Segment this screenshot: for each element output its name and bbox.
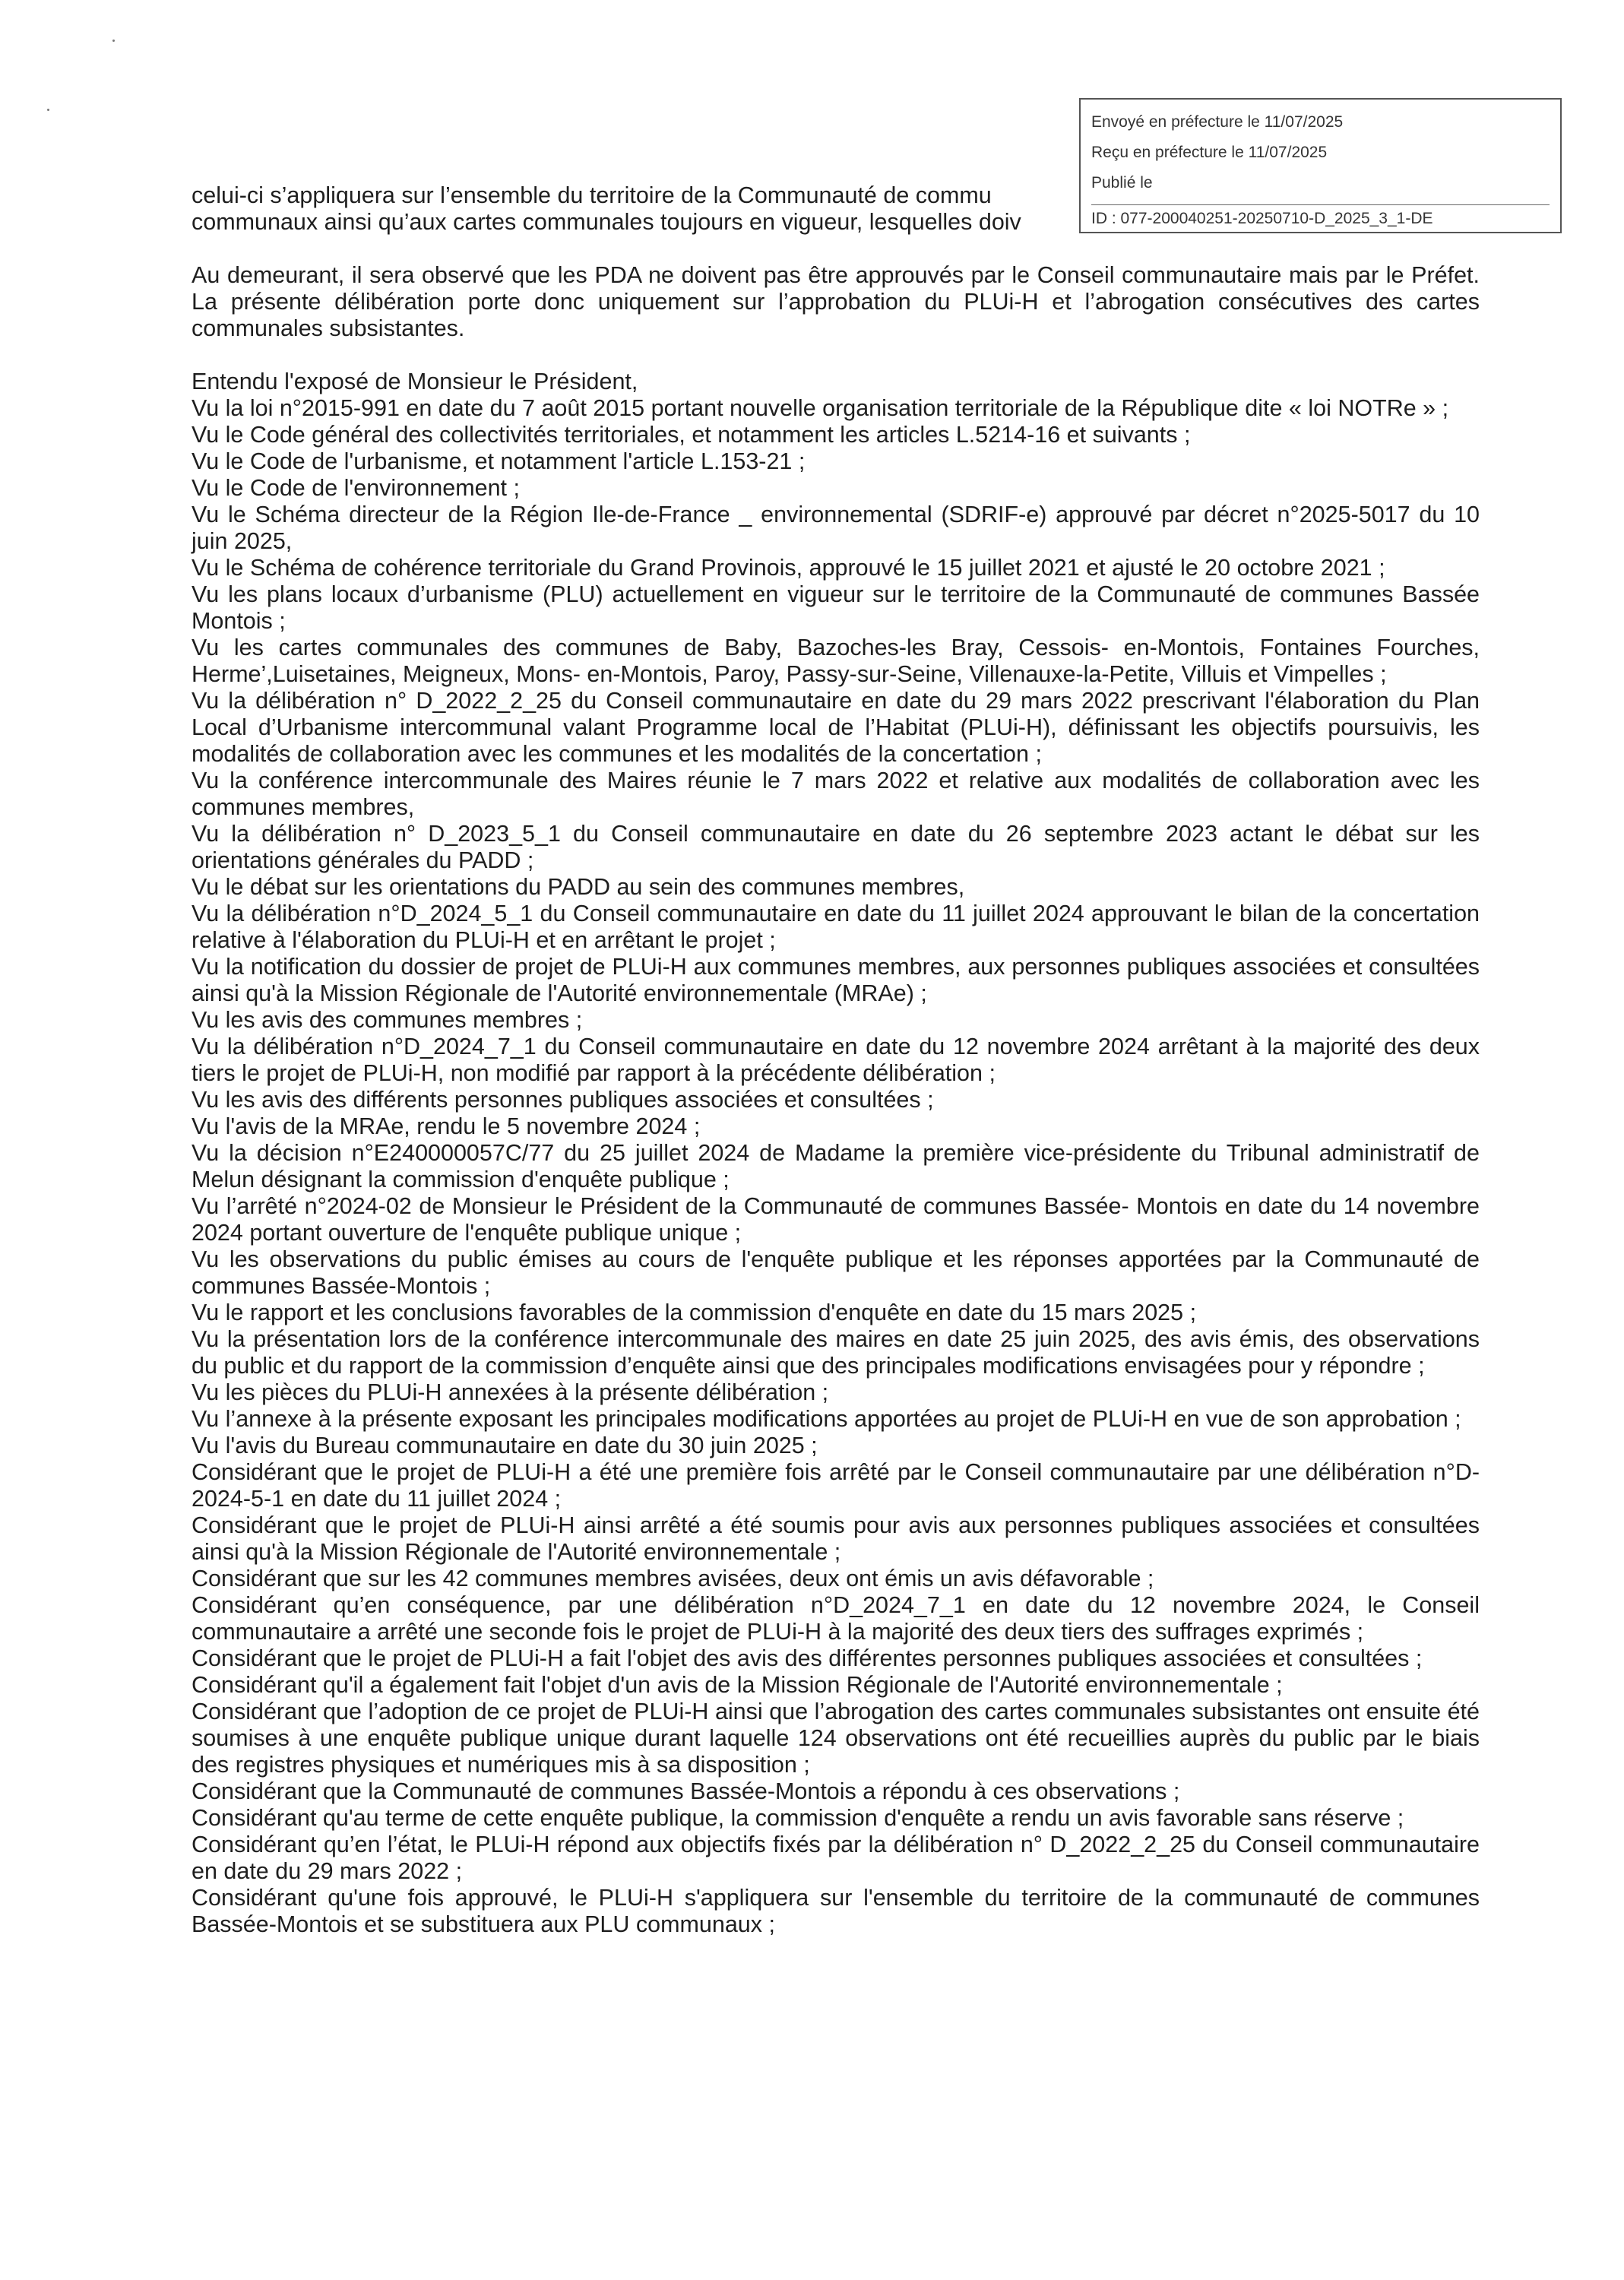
visa-item: Vu les avis des communes membres ; <box>192 1007 583 1033</box>
intro-line-2: communaux ainsi qu’aux cartes communales toujours en vigueur, lesquelles doiv <box>192 209 1021 235</box>
considerant-item: Considérant que la Communauté de communes Bassée-Montois a répondu à ces observations ; <box>192 1778 1180 1804</box>
visa-item: Vu les cartes communales des communes de Baby, Bazoches-les Bray, Cessois- en-Montois, Fontaines Fourches, Herme’,Luisetaines, Meigneux, Mons- en-Montois, Paroy, Passy-sur-Seine, Villenauxe-la-Petite, Villuis et Vimpelles ; <box>192 635 1480 687</box>
visa-item: Vu le rapport et les conclusions favorables de la commission d'enquête en date du 15 mars 2025 ; <box>192 1300 1197 1325</box>
preamble-line: Entendu l'exposé de Monsieur le Président, <box>192 369 638 394</box>
visa-item: Vu les observations du public émises au cours de l'enquête publique et les réponses apportées par la Communauté de communes Bassée-Montois ; <box>192 1246 1480 1299</box>
visa-item: Vu la délibération n°D_2024_5_1 du Conseil communautaire en date du 11 juillet 2024 approuvant le bilan de la concertation relative à l'élaboration du PLUi-H et en arrêtant le projet ; <box>192 901 1480 953</box>
considerant-item: Considérant que le projet de PLUi-H a fait l'objet des avis des différentes personnes publiques associées et consultées ; <box>192 1645 1423 1671</box>
visa-item: Vu la conférence intercommunale des Maires réunie le 7 mars 2022 et relative aux modalités de collaboration avec les communes membres, <box>192 768 1480 820</box>
scan-speck <box>112 40 115 42</box>
stamp-id: ID : 077-200040251-20250710-D_2025_3_1-DE <box>1091 204 1550 233</box>
scan-speck <box>47 109 49 111</box>
visa-item: Vu la délibération n° D_2023_5_1 du Conseil communautaire en date du 26 septembre 2023 actant le débat sur les orientations générales du PADD ; <box>192 821 1480 873</box>
visa-item: Vu l'avis du Bureau communautaire en date du 30 juin 2025 ; <box>192 1433 818 1458</box>
stamp-received: Reçu en préfecture le 11/07/2025 <box>1091 144 1328 161</box>
visa-item: Vu la loi n°2015-991 en date du 7 août 2015 portant nouvelle organisation territoriale de la République dite « loi NOTRe » ; <box>192 395 1449 421</box>
stamp-sent: Envoyé en préfecture le 11/07/2025 <box>1091 113 1344 131</box>
considerant-item: Considérant qu'une fois approuvé, le PLUi-H s'appliquera sur l'ensemble du territoire de la communauté de communes Bassée-Montois et se substituera aux PLU communaux ; <box>192 1885 1480 1937</box>
considerant-item: Considérant qu'il a également fait l'objet d'un avis de la Mission Régionale de l'Autorité environnementale ; <box>192 1672 1283 1698</box>
visa-item: Vu la délibération n° D_2022_2_25 du Conseil communautaire en date du 29 mars 2022 prescrivant l'élaboration du Plan Local d’Urbanisme intercommunal valant Programme local de l’Habitat (PLUi-H), définissant les objectifs poursuivis, les modalités de collaboration avec les communes et les modalités de la concertation ; <box>192 688 1480 767</box>
visa-item: Vu l’annexe à la présente exposant les principales modifications apportées au projet de PLUi-H en vue de son approbation ; <box>192 1406 1461 1432</box>
visa-item: Vu les avis des différents personnes publiques associées et consultées ; <box>192 1087 934 1113</box>
visa-item: Vu la délibération n°D_2024_7_1 du Conseil communautaire en date du 12 novembre 2024 arrêtant à la majorité des deux tiers le projet de PLUi-H, non modifié par rapport à la précédente délibération ; <box>192 1034 1480 1086</box>
considerant-item: Considérant qu'au terme de cette enquête publique, la commission d'enquête a rendu un avis favorable sans réserve ; <box>192 1805 1404 1831</box>
stamp-published: Publié le <box>1091 174 1153 192</box>
considerant-item: Considérant qu’en l’état, le PLUi-H répond aux objectifs fixés par la délibération n° D_2022_2_25 du Conseil communautaire en date du 29 mars 2022 ; <box>192 1832 1480 1884</box>
visa-item: Vu les pièces du PLUi-H annexées à la présente délibération ; <box>192 1379 829 1405</box>
document-body <box>192 182 1480 1938</box>
considerant-item: Considérant que le projet de PLUi-H a été une première fois arrêté par le Conseil communautaire par une délibération n°D-2024-5-1 en date du 11 juillet 2024 ; <box>192 1459 1480 1512</box>
visa-item: Vu la décision n°E240000057C/77 du 25 juillet 2024 de Madame la première vice-présidente du Tribunal administratif de Melun désignant la commission d'enquête publique ; <box>192 1140 1480 1192</box>
visa-item: Vu le Code général des collectivités territoriales, et notamment les articles L.5214-16 et suivants ; <box>192 422 1191 448</box>
visa-item: Vu le Schéma de cohérence territoriale du Grand Provinois, approuvé le 15 juillet 2021 et ajusté le 20 octobre 2021 ; <box>192 555 1385 581</box>
visa-item: Vu la notification du dossier de projet de PLUi-H aux communes membres, aux personnes publiques associées et consultées ainsi qu'à la Mission Régionale de l'Autorité environnementale (MRAe) ; <box>192 954 1480 1006</box>
considerant-item: Considérant qu’en conséquence, par une délibération n°D_2024_7_1 en date du 12 novembre 2024, le Conseil communautaire a arrêté une seconde fois le projet de PLUi-H à la majorité des deux tiers des suffrages exprimés ; <box>192 1592 1480 1645</box>
considerant-item: Considérant que l’adoption de ce projet de PLUi-H ainsi que l’abrogation des cartes communales subsistantes ont ensuite été soumises à une enquête publique unique durant laquelle 124 observations ont été recueillies auprès du public par le biais des registres physiques et numériques mis à sa disposition ; <box>192 1699 1480 1778</box>
visa-item: Vu l'avis de la MRAe, rendu le 5 novembre 2024 ; <box>192 1113 701 1139</box>
considerant-item: Considérant que le projet de PLUi-H ainsi arrêté a été soumis pour avis aux personnes publiques associées et consultées ainsi qu'à la Mission Régionale de l'Autorité environnementale ; <box>192 1512 1480 1565</box>
visa-item: Vu le Code de l'urbanisme, et notamment l'article L.153-21 ; <box>192 448 806 474</box>
visa-list <box>192 369 1480 1938</box>
paragraph-pda: Au demeurant, il sera observé que les PDA ne doivent pas être approuvés par le Conseil communautaire mais par le Préfet. La présente délibération porte donc uniquement sur l’approbation du PLUi-H et l’abrogation consécutives des cartes communales subsistantes. <box>192 262 1480 341</box>
visa-item: Vu le Code de l'environnement ; <box>192 475 520 501</box>
visa-item: Vu le Schéma directeur de la Région Ile-de-France _ environnemental (SDRIF-e) approuvé par décret n°2025-5017 du 10 juin 2025, <box>192 502 1480 554</box>
visa-item: Vu les plans locaux d’urbanisme (PLU) actuellement en vigueur sur le territoire de la Communauté de communes Bassée Montois ; <box>192 581 1480 634</box>
visa-item: Vu l’arrêté n°2024-02 de Monsieur le Président de la Communauté de communes Bassée- Montois en date du 14 novembre 2024 portant ouverture de l'enquête publique unique ; <box>192 1193 1480 1246</box>
considerant-item: Considérant que sur les 42 communes membres avisées, deux ont émis un avis défavorable ; <box>192 1566 1154 1591</box>
intro-line-1: celui-ci s’appliquera sur l’ensemble du territoire de la Communauté de commu <box>192 182 992 208</box>
visa-item: Vu le débat sur les orientations du PADD au sein des communes membres, <box>192 874 965 900</box>
visa-item: Vu la présentation lors de la conférence intercommunale des maires en date 25 juin 2025, des avis émis, des observations du public et du rapport de la commission d’enquête ainsi que des principales modifications envisagées pour y répondre ; <box>192 1326 1480 1379</box>
